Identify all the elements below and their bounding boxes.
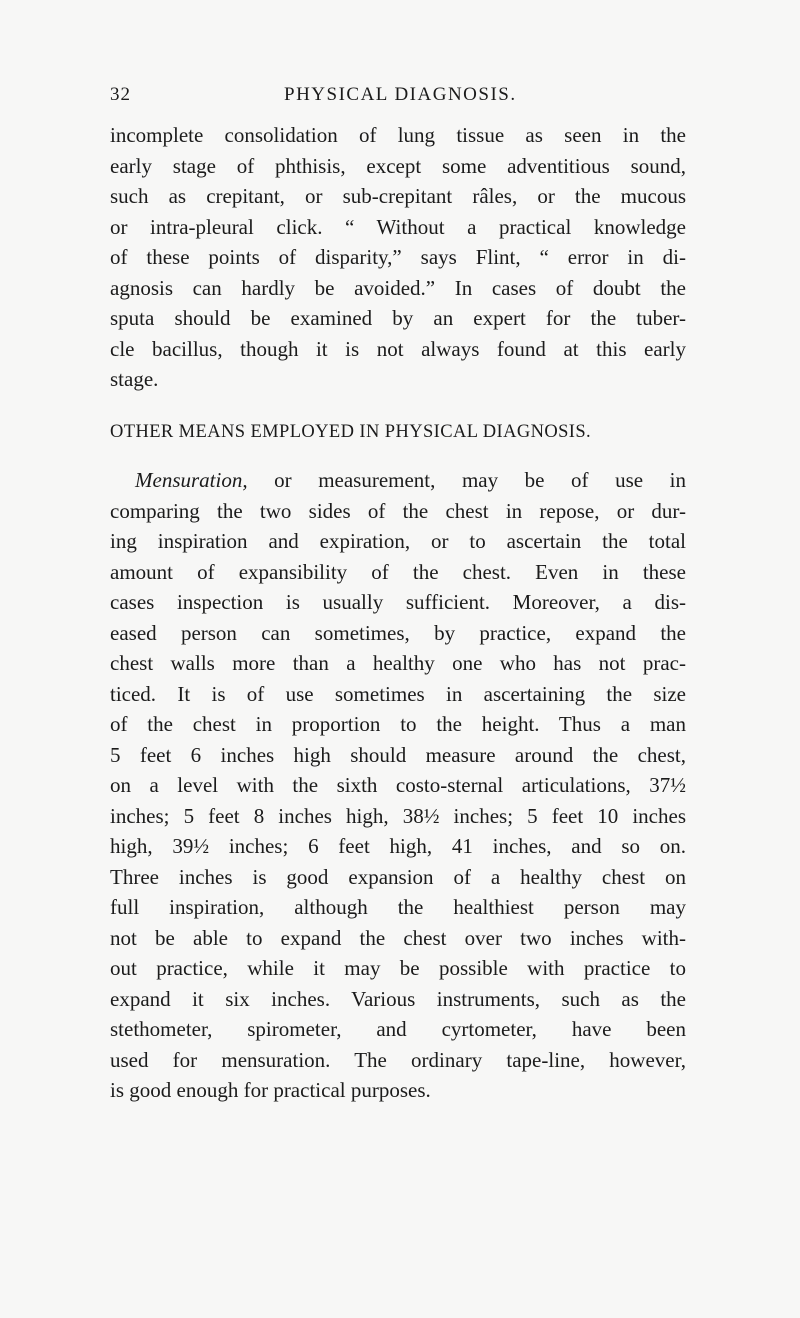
text-line: not be able to expand the chest over two inches with- <box>110 925 686 950</box>
text-line: such as crepitant, or sub-crepitant râles, or the mucous <box>110 184 686 208</box>
text-line: ing inspiration and expiration, or to ascertain the total <box>110 529 686 553</box>
lead-line-rest: or measurement, may be of use in <box>247 468 686 492</box>
lead-term: Mensuration, <box>135 468 248 492</box>
text-line: on a level with the sixth costo-sternal articulations, 37½ <box>110 773 686 797</box>
text-line: ticed. It is of use sometimes in ascertaining the size <box>110 681 686 706</box>
running-head <box>110 84 686 108</box>
section-heading: OTHER MEANS EMPLOYED IN PHYSICAL DIAGNOSIS. <box>110 422 592 442</box>
text-line: stage. <box>110 367 159 391</box>
text-line: amount of expansibility of the chest. Even in these <box>110 559 686 584</box>
text-line: chest walls more than a healthy one who has not prac- <box>110 651 686 675</box>
text-line: out practice, while it may be possible with practice to <box>110 956 686 980</box>
text-line: agnosis can hardly be avoided.” In cases of doubt the <box>110 275 686 300</box>
paragraph-one <box>110 120 686 395</box>
text-line: cle bacillus, though it is not always found at this early <box>110 336 686 361</box>
text-line: early stage of phthisis, except some adventitious sound, <box>110 153 686 178</box>
text-line: of these points of disparity,” says Flint, “ error in di- <box>110 245 686 269</box>
text-line: incomplete consolidation of lung tissue as seen in the <box>110 123 686 147</box>
text-line: comparing the two sides of the chest in repose, or dur- <box>110 498 686 523</box>
text-line: Three inches is good expansion of a healthy chest on <box>110 864 686 889</box>
running-title: PHYSICAL DIAGNOSIS. <box>284 84 517 105</box>
text-line: 5 feet 6 inches high should measure around the chest, <box>110 742 686 767</box>
text-line: full inspiration, although the healthiest person may <box>110 895 686 919</box>
text-line: is good enough for practical purposes. <box>110 1078 431 1102</box>
text-line: stethometer, spirometer, and cyrtometer, have been <box>110 1017 686 1041</box>
text-line: sputa should be examined by an expert for the tuber- <box>110 306 686 330</box>
text-line: or intra-pleural click. “ Without a practical knowledge <box>110 214 686 239</box>
text-line <box>110 465 686 496</box>
paragraph-two <box>110 465 686 1106</box>
text-line: of the chest in proportion to the height. Thus a man <box>110 712 686 736</box>
text-line: cases inspection is usually sufficient. Moreover, a dis- <box>110 590 686 614</box>
text-line: inches; 5 feet 8 inches high, 38½ inches; 5 feet 10 inches <box>110 803 686 828</box>
text-line: expand it six inches. Various instruments, such as the <box>110 986 686 1011</box>
page-number: 32 <box>110 84 131 105</box>
text-line: used for mensuration. The ordinary tape-line, however, <box>110 1047 686 1072</box>
text-line: high, 39½ inches; 6 feet high, 41 inches, and so on. <box>110 834 686 858</box>
text-line: eased person can sometimes, by practice, expand the <box>110 620 686 645</box>
